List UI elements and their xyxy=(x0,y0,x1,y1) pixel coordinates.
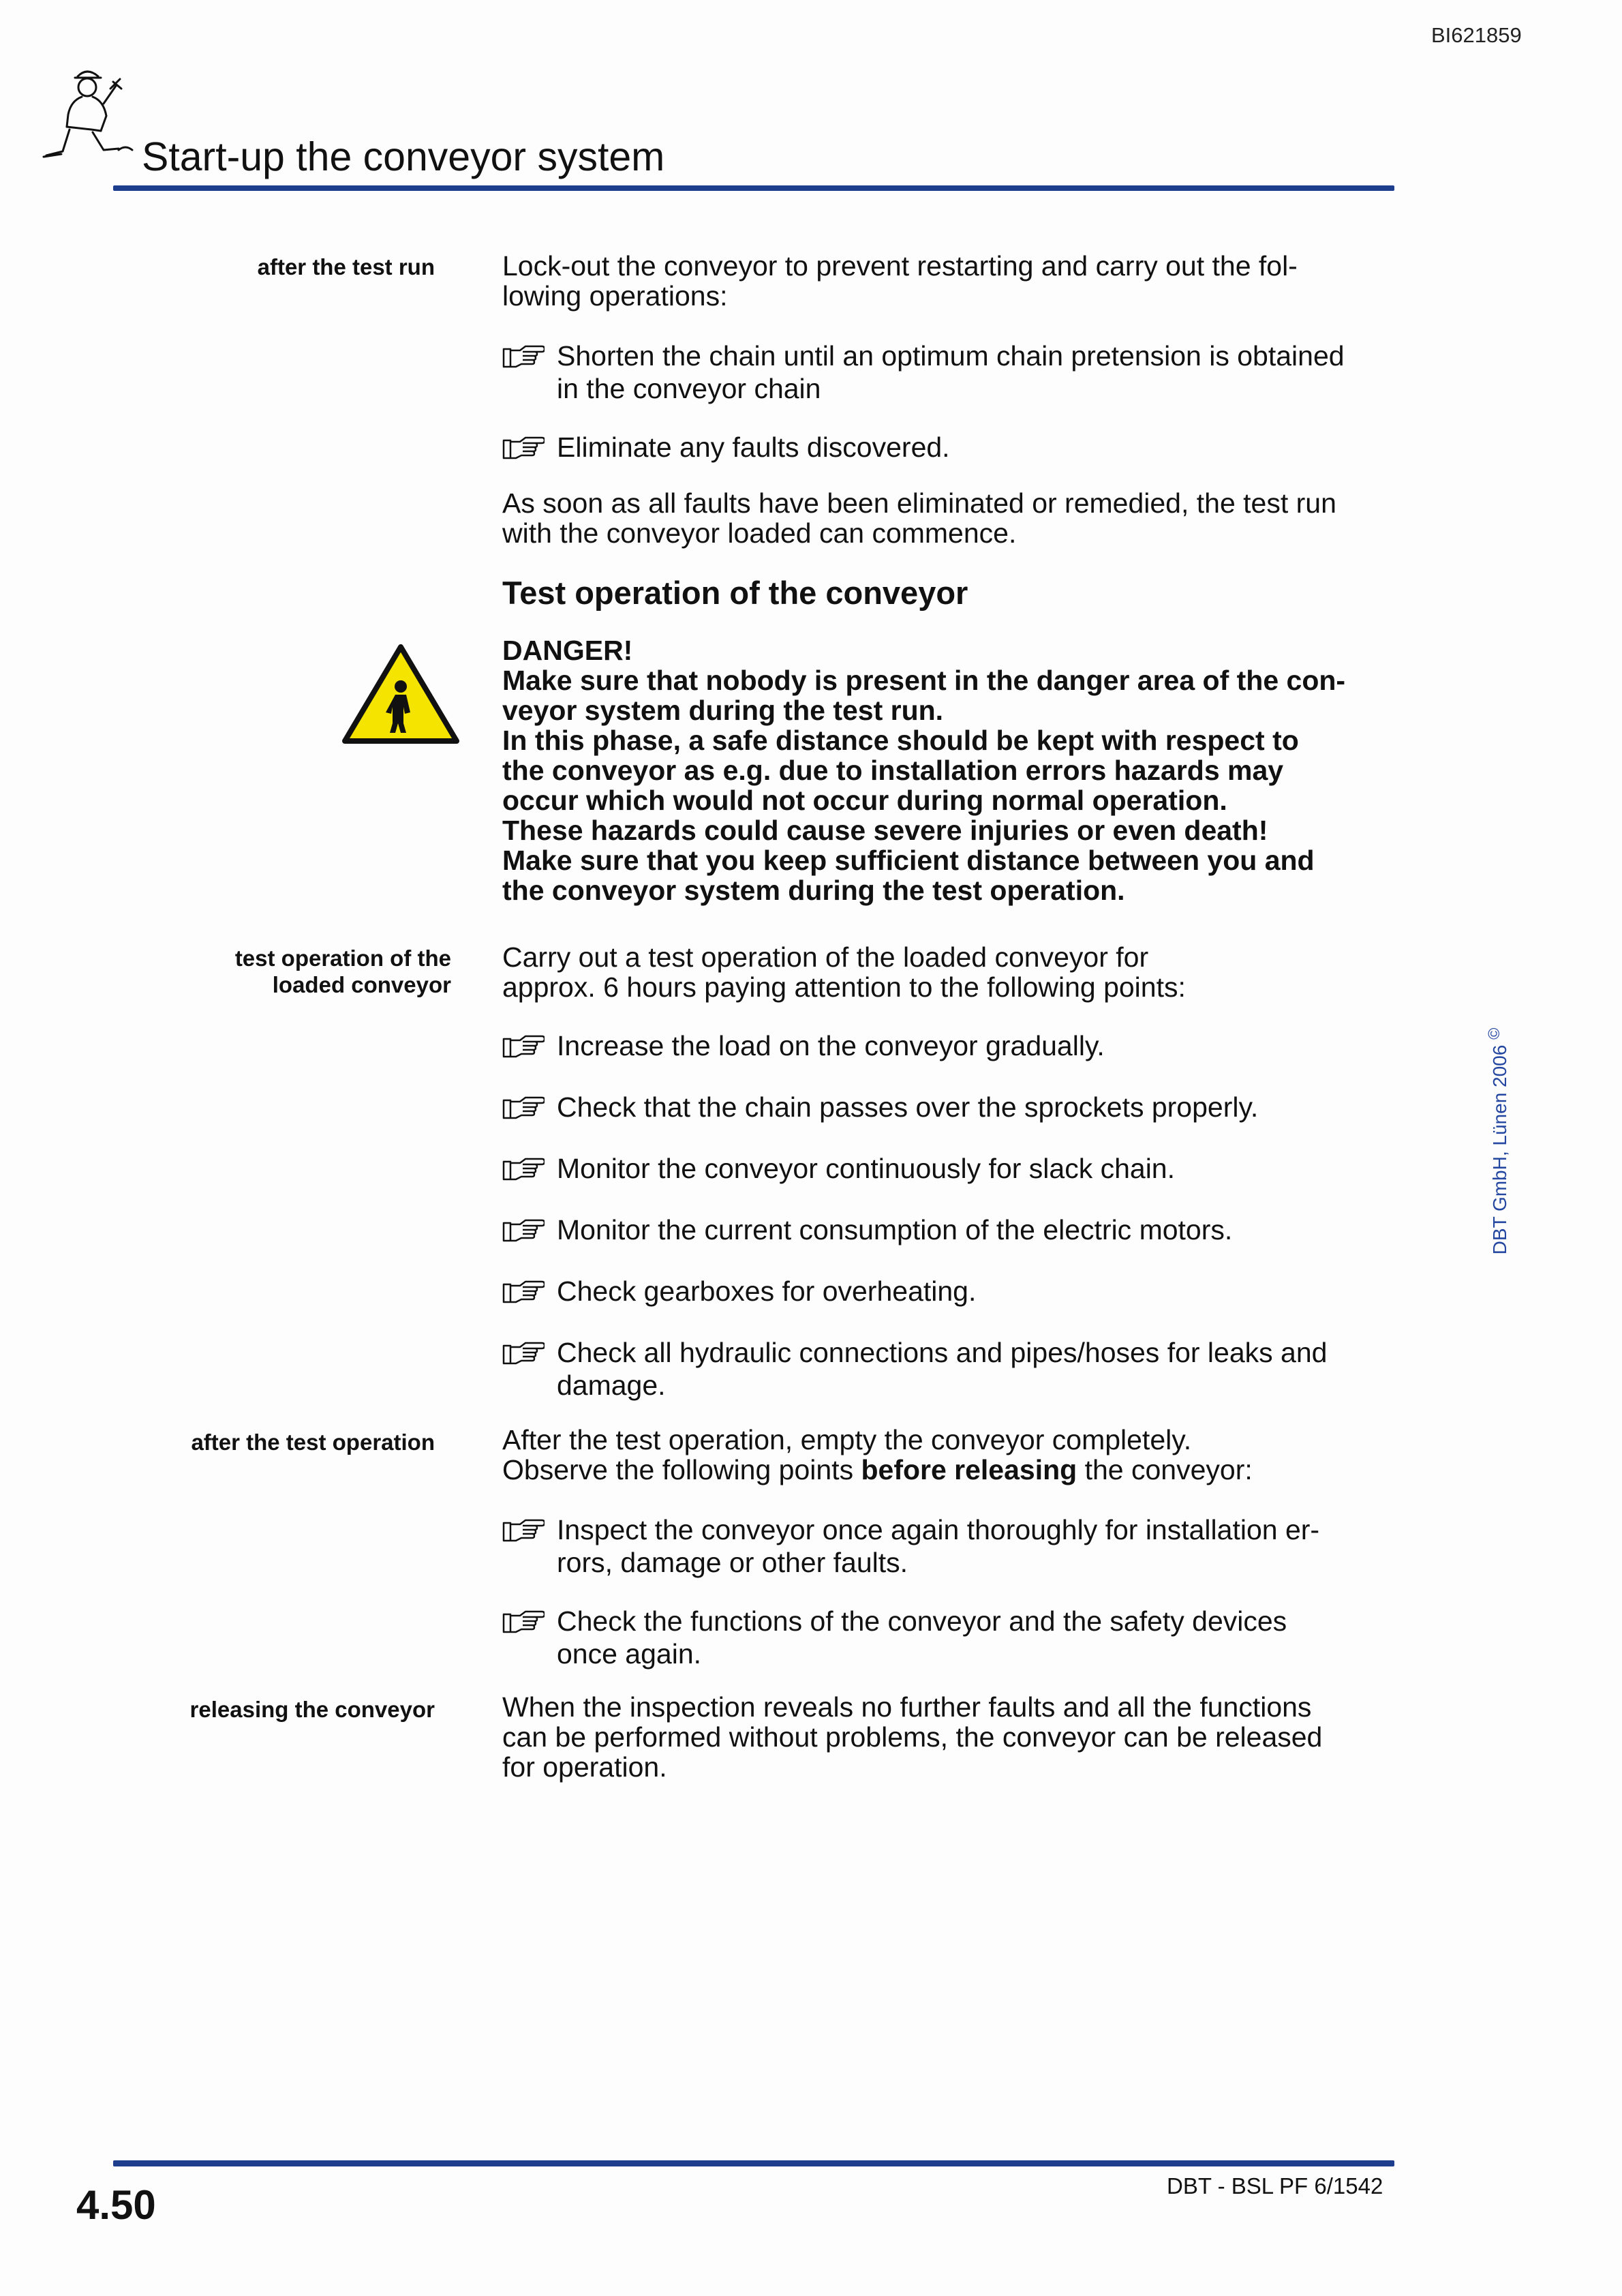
after-operation-paragraph: After the test operation, empty the conveyor completely. Observe the following points before releasing the conveyor: xyxy=(502,1424,1253,1485)
pointing-hand-icon xyxy=(502,1216,545,1245)
section-heading-test-operation: Test operation of the conveyor xyxy=(502,575,968,611)
danger-warning-text: DANGER! Make sure that nobody is present in the danger area of the con- veyor system during the test run. In this phase, a safe distance should be kept with respect to the conveyor as e.g. due to installation errors hazards may occur which would not occur during normal operation. These hazards could cause severe injuries or even death! Make sure that you keep sufficient distance between you and the conveyor system during the test operation. xyxy=(502,635,1346,906)
pointing-hand-icon xyxy=(502,1155,545,1183)
pointing-hand-icon xyxy=(502,1032,545,1061)
list-item xyxy=(502,1605,1402,1670)
mining-worker-icon xyxy=(42,61,138,170)
danger-warning-triangle-icon xyxy=(342,644,459,744)
page-title: Start-up the conveyor system xyxy=(142,134,665,179)
document-id: BI621859 xyxy=(1431,23,1522,47)
intro-paragraph: Lock-out the conveyor to prevent restarting and carry out the fol- lowing operations: xyxy=(502,250,1298,312)
pointing-hand-icon xyxy=(502,434,545,462)
list-item xyxy=(502,431,1402,464)
page-number: 4.50 xyxy=(76,2182,156,2228)
bullet-line: Check the functions of the conveyor and the safety devices xyxy=(557,1605,1287,1637)
bullet-line: Monitor the current consumption of the electric motors. xyxy=(557,1214,1233,1245)
list-item xyxy=(502,1336,1402,1402)
bullet-line: damage. xyxy=(557,1370,666,1401)
list-item xyxy=(502,1513,1402,1579)
bullet-line: Check gearboxes for overheating. xyxy=(557,1275,977,1307)
pointing-hand-icon xyxy=(502,1516,545,1545)
bullet-line: Eliminate any faults discovered. xyxy=(557,432,950,463)
pointing-hand-icon xyxy=(502,1607,545,1636)
pointing-hand-icon xyxy=(502,342,545,371)
bullet-line: Check that the chain passes over the sprockets properly. xyxy=(557,1091,1259,1123)
releasing-paragraph: When the inspection reveals no further faults and all the functions can be performed without problems, the conveyor can be released for operation. xyxy=(502,1691,1323,1783)
side-label-releasing: releasing the conveyor xyxy=(189,1697,435,1722)
pointing-hand-icon xyxy=(502,1093,545,1122)
footer-reference: DBT - BSL PF 6/1542 xyxy=(1167,2173,1383,2199)
list-item xyxy=(502,1213,1402,1246)
pointing-hand-icon xyxy=(502,1278,545,1306)
bullet-line: once again. xyxy=(557,1638,702,1670)
list-item xyxy=(502,1091,1402,1123)
bullet-line: Increase the load on the conveyor gradually. xyxy=(557,1030,1105,1061)
loaded-paragraph: Carry out a test operation of the loaded conveyor for approx. 6 hours paying attention to the following points: xyxy=(502,941,1186,1003)
side-label-after-test-operation: after the test operation xyxy=(191,1430,435,1455)
list-item xyxy=(502,339,1402,405)
bullet-line: in the conveyor chain xyxy=(557,373,821,404)
footer-rule xyxy=(113,2160,1394,2166)
bullet-line: Monitor the conveyor continuously for slack chain. xyxy=(557,1153,1176,1184)
bullet-line: rors, damage or other faults. xyxy=(557,1547,908,1578)
bullet-line: Shorten the chain until an optimum chain pretension is obtained xyxy=(557,340,1345,372)
bullet-line: Check all hydraulic connections and pipes/hoses for leaks and xyxy=(557,1337,1328,1368)
side-label-loaded-conveyor: test operation of the loaded conveyor xyxy=(234,946,451,997)
pointing-hand-icon xyxy=(502,1339,545,1368)
closing-paragraph: As soon as all faults have been eliminated or remedied, the test run with the conveyor loaded can commence. xyxy=(502,487,1336,549)
header-rule xyxy=(113,185,1394,191)
list-item xyxy=(502,1029,1402,1062)
side-copyright: DBT GmbH, Lünen 2006 © xyxy=(1484,1027,1511,1254)
list-item xyxy=(502,1152,1402,1185)
bullet-line: Inspect the conveyor once again thoroughly for installation er- xyxy=(557,1514,1320,1545)
side-label-after-test-run: after the test run xyxy=(257,254,435,280)
list-item xyxy=(502,1275,1402,1308)
